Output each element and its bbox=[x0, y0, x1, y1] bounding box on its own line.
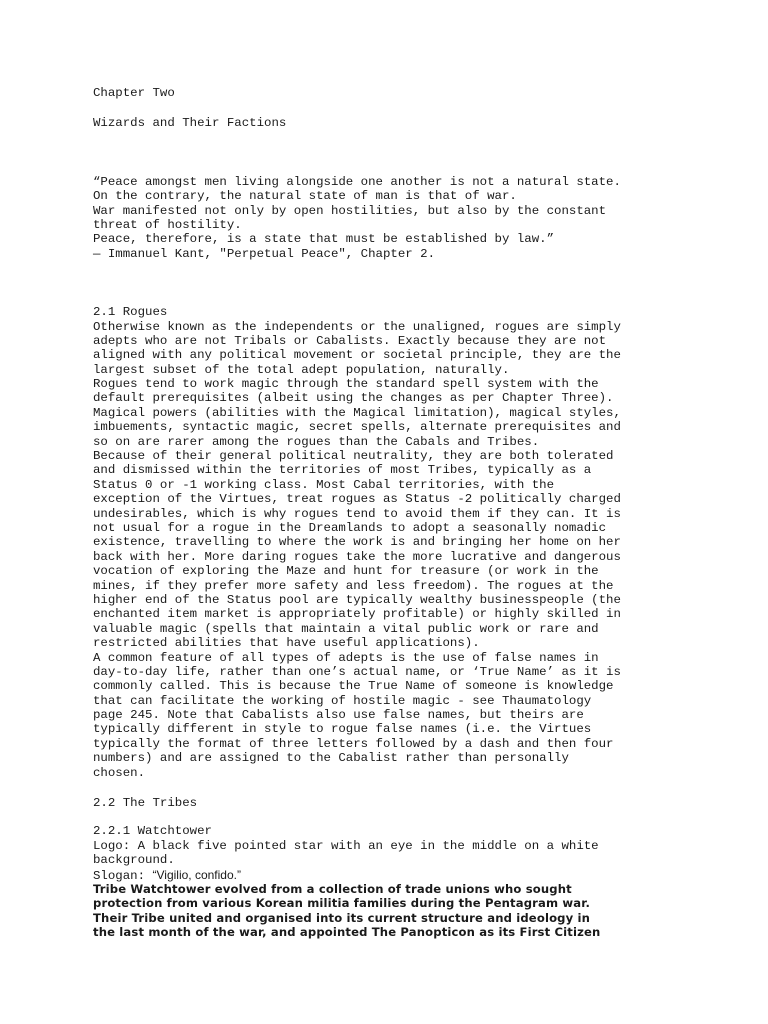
body-line: typically the format of three letters followed by a dash and then four bbox=[93, 736, 614, 751]
epigraph-attribution: — Immanuel Kant, "Perpetual Peace", Chapter 2. bbox=[93, 246, 436, 261]
logo-description: background. bbox=[93, 853, 175, 868]
epigraph-line: threat of hostility. bbox=[93, 217, 242, 232]
body-line: Otherwise known as the independents or the unaligned, rogues are simply bbox=[93, 319, 621, 334]
logo-description: Logo: A black five pointed star with an eye in the middle on a white bbox=[93, 838, 599, 853]
body-line: imbuements, syntactic magic, secret spells, alternate prerequisites and bbox=[93, 420, 621, 435]
body-line: Rogues tend to work magic through the standard spell system with the bbox=[93, 377, 599, 392]
body-line: Magical powers (abilities with the Magical limitation), magical styles, bbox=[93, 405, 621, 420]
section-rogues bbox=[93, 305, 683, 780]
body-line: vocation of exploring the Maze and hunt for treasure (or work in the bbox=[93, 564, 599, 579]
slogan-label: Slogan: bbox=[93, 868, 153, 883]
body-line: existence, travelling to where the work is and bringing her home on her bbox=[93, 535, 621, 550]
body-line: and dismissed within the territories of most Tribes, typically as a bbox=[93, 463, 592, 478]
section-heading: 2.2 The Tribes bbox=[93, 796, 198, 811]
body-line: undesirables, which is why rogues tend to avoid them if they can. It is bbox=[93, 506, 621, 521]
body-line: typically different in style to rogue false names (i.e. the Virtues bbox=[93, 722, 592, 737]
chapter-title: Wizards and Their Factions bbox=[93, 116, 287, 131]
slogan bbox=[93, 868, 683, 882]
body-line: page 245. Note that Cabalists also use false names, but theirs are bbox=[93, 708, 584, 723]
body-line: higher end of the Status pool are typically wealthy businesspeople (the bbox=[93, 592, 621, 607]
epigraph-line: On the contrary, the natural state of man is that of war. bbox=[93, 189, 517, 204]
body-line: back with her. More daring rogues take the more lucrative and dangerous bbox=[93, 549, 621, 564]
slogan-text: “Vigilio, confido.” bbox=[152, 867, 241, 882]
bold-body-line: the last month of the war, and appointed The Panopticon as its First Citizen bbox=[93, 925, 601, 940]
body-line: so on are rarer among the rogues than the Cabals and Tribes. bbox=[93, 434, 540, 449]
body-line: Because of their general political neutrality, they are both tolerated bbox=[93, 449, 614, 464]
body-line: numbers) and are assigned to the Cabalist rather than personally bbox=[93, 751, 569, 766]
document-page bbox=[93, 86, 683, 940]
epigraph-line: Peace, therefore, is a state that must be established by law.” bbox=[93, 232, 555, 247]
body-line: default prerequisites (albeit using the changes as per Chapter Three). bbox=[93, 391, 614, 406]
bold-body-line: Tribe Watchtower evolved from a collection of trade unions who sought bbox=[93, 881, 572, 896]
body-line: valuable magic (spells that maintain a vital public work or rare and bbox=[93, 621, 599, 636]
subsection-heading: 2.2.1 Watchtower bbox=[93, 824, 212, 839]
body-line: not usual for a rogue in the Dreamlands to adopt a seasonally nomadic bbox=[93, 520, 607, 535]
body-line: A common feature of all types of adepts is the use of false names in bbox=[93, 650, 599, 665]
section-heading: 2.1 Rogues bbox=[93, 305, 168, 320]
section-tribes bbox=[93, 796, 683, 940]
epigraph bbox=[93, 175, 683, 261]
body-line: restricted abilities that have useful applications). bbox=[93, 636, 480, 651]
body-line: mines, if they prefer more safety and less freedom). The rogues at the bbox=[93, 578, 614, 593]
bold-body-line: protection from various Korean militia families during the Pentagram war. bbox=[93, 896, 591, 911]
body-line: commonly called. This is because the True Name of someone is knowledge bbox=[93, 679, 614, 694]
body-line: that can facilitate the working of hostile magic - see Thaumatology bbox=[93, 693, 592, 708]
body-line: Status 0 or -1 working class. Most Cabal territories, with the bbox=[93, 477, 555, 492]
body-line: aligned with any political movement or societal principle, they are the bbox=[93, 348, 621, 363]
body-line: largest subset of the total adept population, naturally. bbox=[93, 362, 510, 377]
epigraph-line: War manifested not only by open hostilities, but also by the constant bbox=[93, 203, 607, 218]
body-line: exception of the Virtues, treat rogues as Status -2 politically charged bbox=[93, 492, 621, 507]
epigraph-line: “Peace amongst men living alongside one another is not a natural state. bbox=[93, 174, 621, 189]
chapter-heading: Chapter Two bbox=[93, 86, 175, 100]
body-line: adepts who are not Tribals or Cabalists. Exactly because they are not bbox=[93, 333, 607, 348]
bold-body-line: Their Tribe united and organised into its current structure and ideology in bbox=[93, 910, 591, 925]
body-line: enchanted item market is appropriately profitable) or highly skilled in bbox=[93, 607, 621, 622]
body-line: day-to-day life, rather than one’s actual name, or ‘True Name’ as it is bbox=[93, 664, 621, 679]
body-line: chosen. bbox=[93, 765, 146, 780]
